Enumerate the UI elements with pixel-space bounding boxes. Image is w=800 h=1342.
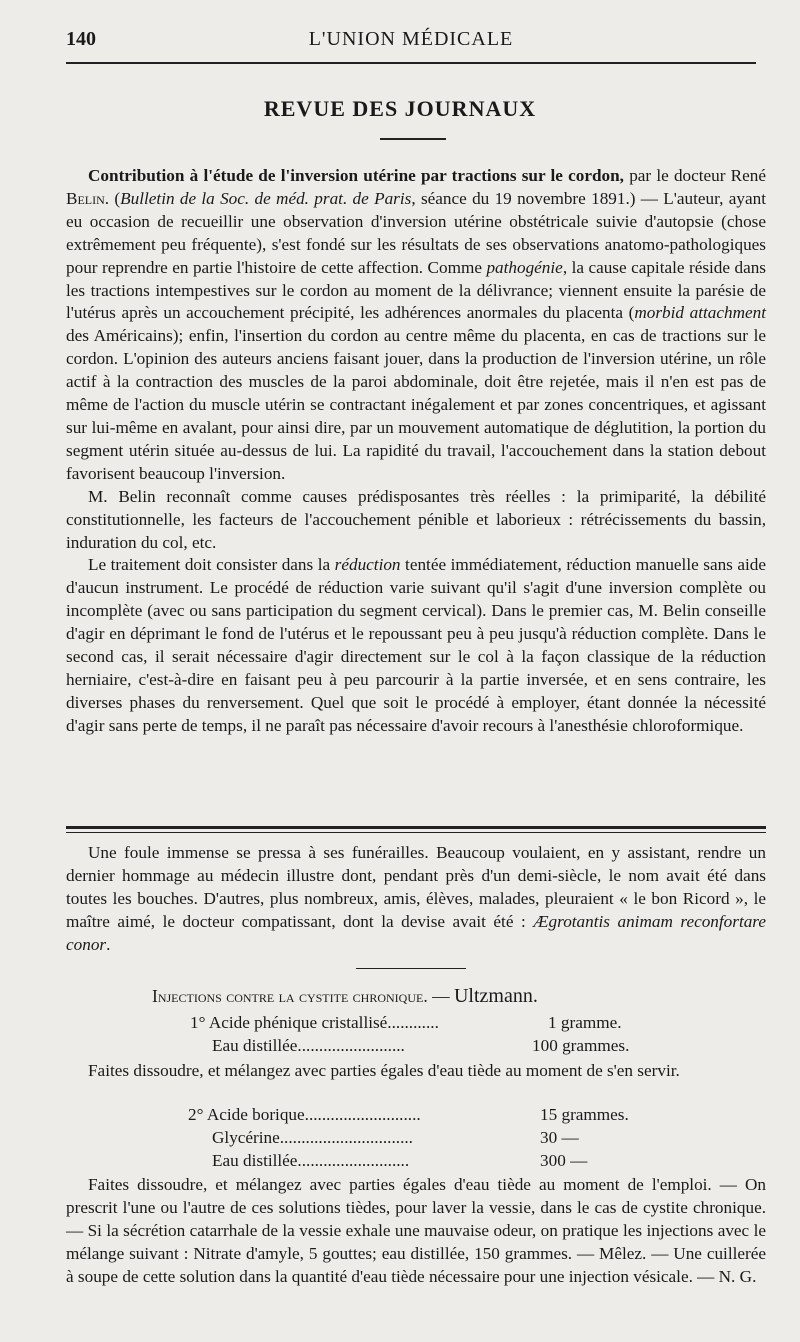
- prescription-line: 1° Acide phénique cristallisé............ 1 gramme.: [190, 1013, 622, 1032]
- section-divider-thin: [66, 832, 766, 833]
- prescription-line: 2° Acide borique........................... 15 grammes.: [188, 1105, 629, 1124]
- journal-title: L'UNION MÉDICALE: [308, 28, 514, 50]
- title-rule: [380, 138, 446, 140]
- section-divider: [66, 826, 766, 829]
- prescription-rule: [356, 968, 466, 969]
- prescription-author: Ultzmann.: [453, 985, 538, 1007]
- prescription-line: Eau distillée......................... 100 grammes.: [212, 1036, 630, 1055]
- funeral-paragraph: Une foule immense se pressa à ses funérailles. Beaucoup voulaient, en y assistant, rendre un dernier hommage au médecin illustre dont, pendant près d'un demi-siècle, le nom avait été dans toutes les bouches. D'autres, plus nombreux, amis, élèves, malades, pleuraient « le bon Ricord », le maître aimé, le docteur compatissant, dont la devise avait été : Ægrotantis animam reconfortare conor.: [66, 843, 766, 954]
- section-title: REVUE DES JOURNAUX: [263, 96, 537, 121]
- prescription-line: Eau distillée.......................... 300 —: [212, 1151, 588, 1170]
- prescription-instruction-1: Faites dissoudre, et mélangez avec parties égales d'eau tiède au moment de s'en servir.: [88, 1061, 680, 1080]
- source-citation: Bulletin de la Soc. de méd. prat. de Paris: [120, 188, 412, 208]
- prescription-title: Injections contre la cystite chronique. — Ultzmann.: [152, 985, 538, 1007]
- article-paragraph-2: M. Belin reconnaît comme causes prédisposantes très réelles : la primiparité, la débilité constitutionnelle, les facteurs de l'accouchement pénible et laborieux : rétrécissements du bassin, induration du col, etc.: [66, 486, 766, 552]
- author-name: Belin: [66, 188, 105, 208]
- article-paragraph-3: Le traitement doit consister dans la réduction tentée immédiatement, réduction manuelle sans aide d'aucun instrument. Le procédé de réduction varie suivant qu'il s'agit d'une inversion complète ou incomplète (avec ou sans participation du segment cervical). Dans le premier cas, M. Belin conseille d'agir en déprimant le fond de l'utérus et le repoussant peu à peu jusqu'à réduction complète. Dans le second cas, il serait nécessaire d'agir directement sur le col à la façon classique de la réduction herniaire, c'est-à-dire en faisant peu à peu parcourir à la partie inversée, et en sens contraire, les diverses phases du renversement. Quel que soit le procédé à employer, étant donnée la nécessité d'agir sans perte de temps, il ne paraît pas nécessaire d'avoir recours à l'anesthésie chloroformique.: [66, 555, 766, 735]
- article-paragraph-1: Contribution à l'étude de l'inversion utérine par tractions sur le cordon, par le docteur René Belin. (Bulletin de la Soc. de méd. prat. de Paris, séance du 19 novembre 1891.) — L'auteur, ayant eu occasion de recueillir une observation d'inversion utérine obstétricale suivie d'autopsie (chose extrêmement peu fréquente), s'est fondé sur les résultats de ses observations anatomo-pathologiques pour reprendre en partie l'histoire de cette affection. Comme pathogénie, la cause capitale réside dans les tractions intempestives sur le cordon au moment de la délivrance; viennent ensuite la parésie de l'utérus après un accouchement précipité, les adhérences anormales du placenta (morbid attachment des Américains); enfin, l'insertion du cordon au centre même du placenta, en cas de tractions sur le cordon. L'opinion des auteurs anciens faisant jouer, dans la production de l'inversion utérine, un rôle actif à la contraction des muscles de la paroi abdominale, doit être rejetée, mais il n'en est pas de même de l'action du muscle utérin se contractant inégalement et par zones concentriques, et agissant sur lui-même en avalant, pour ainsi dire, par un mouvement automatique de déglutition, la portion du segment utérin située au-dessus de lui. La rapidité du travail, l'accouchement dans la station debout favorisent beaucoup l'inversion.: [66, 166, 766, 483]
- article-body: [66, 165, 766, 738]
- prescription-line: Glycérine............................... 30 —: [212, 1128, 579, 1147]
- page-number: 140: [66, 28, 96, 50]
- prescription-instruction-2: Faites dissoudre, et mélangez avec parties égales d'eau tiède au moment de l'emploi. — On prescrit l'une ou l'autre de ces solutions tièdes, pour laver la vessie, dans le cas de cystite chronique. — Si la sécrétion catarrhale de la vessie exhale une mauvaise odeur, on pratique les injections avec le mélange suivant : Nitrate d'amyle, 5 gouttes; eau distillée, 150 grammes. — Mêlez. — Une cuillerée à soupe de cette solution dans la quantité d'eau tiède nécessaire pour une injection vésicale. — N. G.: [66, 1175, 766, 1286]
- article-title: Contribution à l'étude de l'inversion utérine par tractions sur le cordon,: [88, 166, 624, 185]
- header-rule: [66, 62, 756, 64]
- running-head: [66, 28, 756, 58]
- latin-motto: Ægrotantis animam reconfortare conor: [66, 911, 766, 954]
